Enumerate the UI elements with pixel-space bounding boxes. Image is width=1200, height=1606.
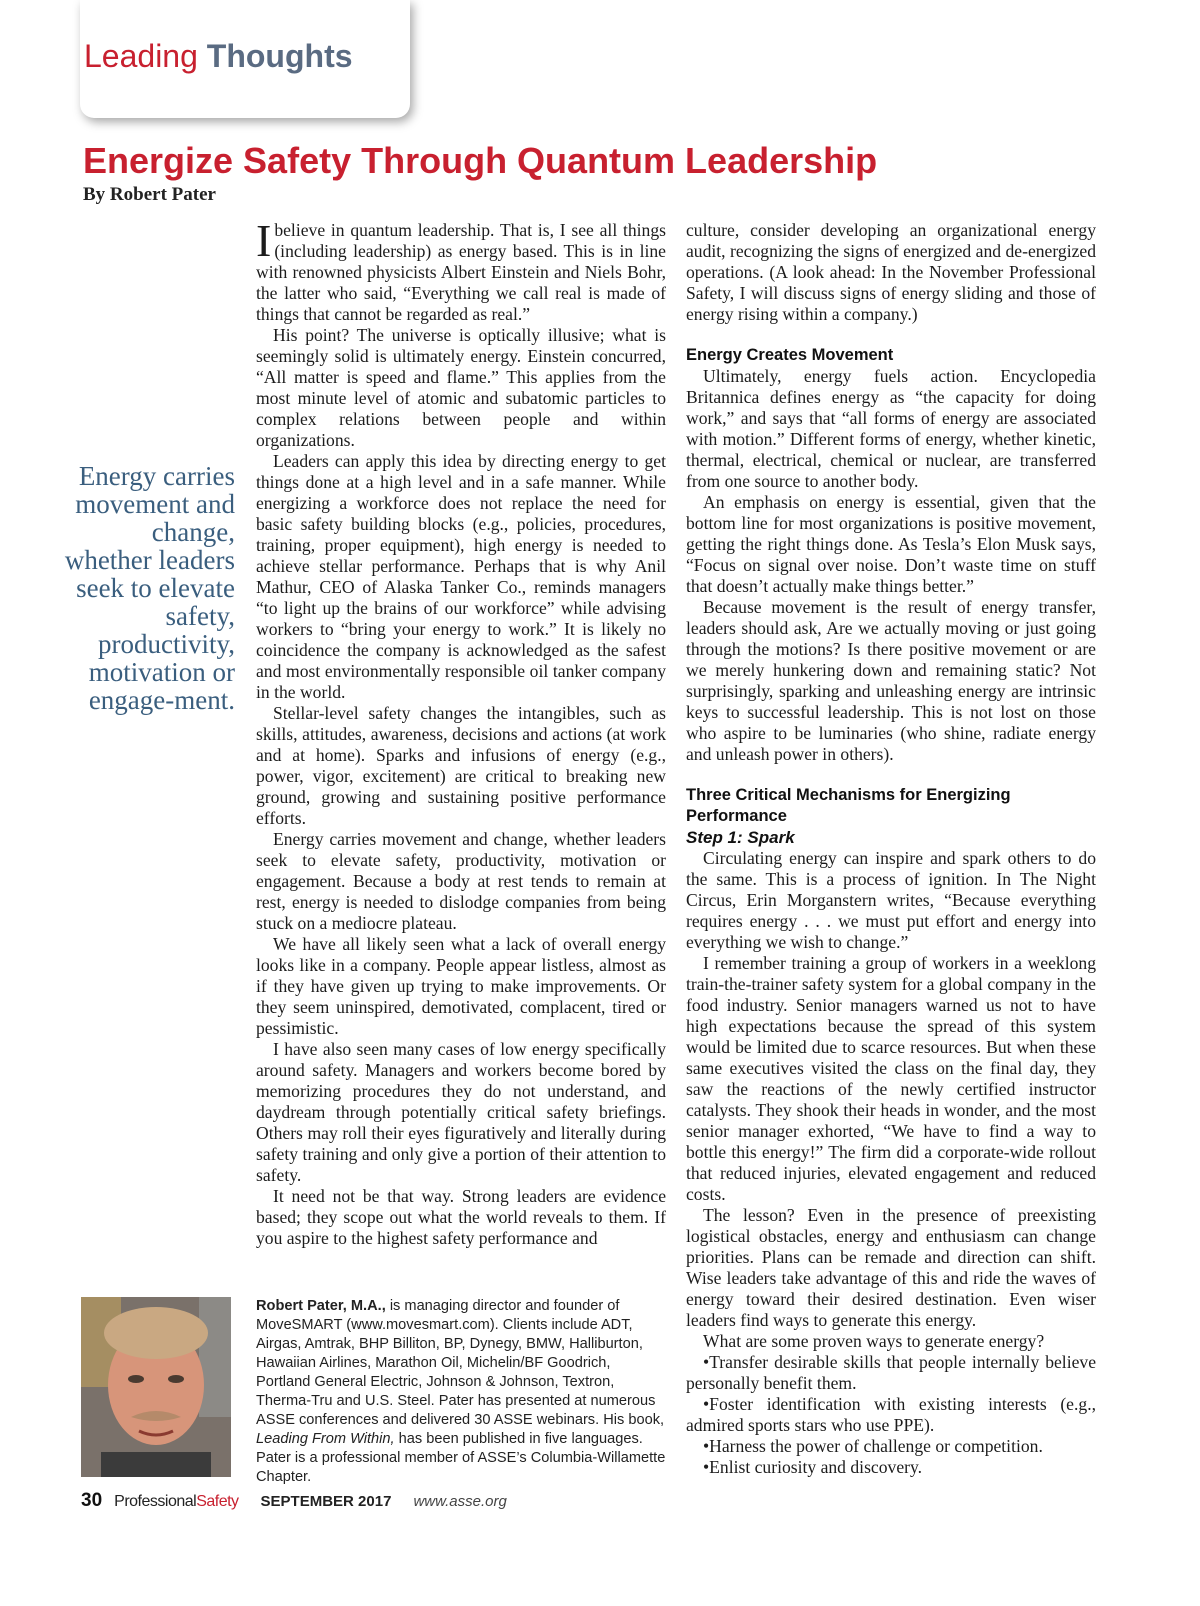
issue-date: SEPTEMBER 2017: [260, 1493, 392, 1510]
paragraph: I remember training a group of workers in a weeklong train-the-trainer safety system for a global company in the food industry. Senior managers warned us not to have high expectations because the spread of this system would be limited due to scarce resources. But when these same executives visited the class on the final day, they saw the reactions of the newly certified instructor catalysts. They shook their heads in wonder, and the most senior manager exhorted, “We have to find a way to bottle this energy!” The firm did a corporate-wide rollout that reduced injuries, elevated engagement and reduced costs.: [686, 953, 1096, 1204]
bullet-item: •Enlist curiosity and discovery.: [703, 1457, 923, 1477]
paragraph: The lesson? Even in the presence of preexisting logistical obstacles, energy and enthusiasm can change priorities. Plans can be remade and direction can shift. Wise leaders take advantage of this and ride the waves of energy toward their desired destination. Even wiser leaders find ways to generate this energy.: [686, 1205, 1096, 1330]
paragraph: Ultimately, energy fuels action. Encyclopedia Britannica defines energy as “the capacity for doing work,” and says that “all forms of energy are associated with motion.” Different forms of energy, whether kinetic, thermal, electrical, chemical or nuclear, are transferred from one source to another body.: [686, 366, 1096, 491]
magazine-name-part2: Safety: [196, 1493, 239, 1510]
bullet-item: •Harness the power of challenge or competition.: [703, 1436, 1043, 1456]
author-photo: [81, 1297, 231, 1477]
author-bio: [256, 1297, 668, 1487]
paragraph: Circulating energy can inspire and spark others to do the same. This is a process of ignition. In The Night Circus, Erin Morganstern writes, “Because everything requires energy . . . we must put effort and energy into everything we wish to change.”: [686, 848, 1096, 952]
section-label-word1: Leading: [84, 38, 198, 74]
paragraph: Leaders can apply this idea by directing energy to get things done at a high level and in a safe manner. While energizing a workforce does not replace the need for basic safety building blocks (e.g., policies, procedures, training, proper equipment), high energy is needed to achieve stellar performance. Perhaps that is why Anil Mathur, CEO of Alaska Tanker Co., reminds managers “to light up the brains of our workforce” while advising workers to “bring your energy to work.” It is likely no coincidence the company is acknowledged as the safest and most environmentally responsible oil tanker company in the world.: [256, 451, 666, 702]
paragraph: An emphasis on energy is essential, given that the bottom line for most organizations is positive movement, getting the right things done. As Tesla’s Elon Musk says, “Focus on signal over noise. Don’t waste time on stuff that doesn’t actually make things better.”: [686, 492, 1096, 596]
paragraph: Stellar-level safety changes the intangibles, such as skills, attitudes, awareness, decisions and actions (at work and at home). Sparks and infusions of energy (e.g., power, vigor, excitement) are critical to breaking new ground, growing and sustaining positive performance efforts.: [256, 703, 666, 828]
bio-book-title: Leading From Within,: [256, 1431, 395, 1447]
article-column-2: [686, 220, 1096, 1478]
section-label: [84, 38, 353, 75]
article-title: Energize Safety Through Quantum Leadership: [83, 140, 878, 181]
magazine-name-part1: Professional: [114, 1493, 197, 1510]
bio-author-name: Robert Pater, M.A.,: [256, 1298, 386, 1314]
paragraph: His point? The universe is optically illusive; what is seemingly solid is ultimately energy. Einstein concurred, “All matter is speed and flame.” This applies from the most minute level of atomic and subatomic particles to complex relations between people and within organizations.: [256, 325, 666, 450]
paragraph: It need not be that way. Strong leaders are evidence based; they scope out what the world reveals to them. If you aspire to the highest safety performance and: [256, 1186, 666, 1248]
paragraph: culture, consider developing an organizational energy audit, recognizing the signs of energized and de-energized operations. (A look ahead: In the November Professional Safety, I will discuss signs of energy sliding and those of energy rising within a company.): [686, 220, 1096, 324]
article-column-1: [256, 215, 666, 1249]
page-number: 30: [81, 1490, 103, 1511]
bio-text: has been published in five languages. Pater is a professional member of ASSE’s Columbia-Willamette Chapter.: [256, 1431, 666, 1485]
pull-quote: Energy carries movement and change, whether leaders seek to elevate safety, productivity, motivation or engage-ment.: [64, 461, 235, 715]
bullet-item: •Transfer desirable skills that people internally believe personally benefit them.: [686, 1352, 1096, 1393]
bio-text: is managing director and founder of MoveSMART (www.movesmart.com). Clients include ADT, Airgas, Amtrak, BHP Billiton, BP, Dynegy, BMW, Halliburton, Hawaiian Airlines, Marathon Oil, Michelin/BF Goodrich, Portland General Electric, Johnson & Johnson, Textron, Therma-Tru and U.S. Steel. Pater has presented at numerous ASSE conferences and delivered 30 ASSE webinars. His book,: [256, 1298, 665, 1428]
subhead-energy-creates-movement: Energy Creates Movement: [686, 346, 894, 364]
website-link[interactable]: www.asse.org: [413, 1493, 507, 1510]
paragraph: Ibelieve in quantum leadership. That is, I see all things (including leadership) as energy based. This is in line with renowned physicists Albert Einstein and Niels Bohr, the latter who said, “Everything we call real is made of things that cannot be regarded as real.”: [256, 215, 666, 324]
bullet-item: •Foster identification with existing interests (e.g., admired sports stars who use PPE).: [686, 1394, 1096, 1435]
drop-cap: I: [256, 215, 272, 266]
subhead-three-mechanisms: Three Critical Mechanisms for Energizing Performance: [686, 786, 1011, 825]
section-label-word2: Thoughts: [206, 38, 353, 74]
paragraph: We have all likely seen what a lack of overall energy looks like in a company. People appear listless, almost as if they have given up trying to make improvements. Or they seem uninspired, demotivated, complacent, tired or pessimistic.: [256, 934, 666, 1038]
paragraph: I have also seen many cases of low energy specifically around safety. Managers and workers become bored by memorizing procedures they do not understand, and daydream through potentially critical safety briefings. Others may roll their eyes figuratively and literally during safety training and only give a portion of their attention to safety.: [256, 1039, 666, 1185]
paragraph: Because movement is the result of energy transfer, leaders should ask, Are we actually moving or just going through the motions? Is there positive movement or are we merely hunkering down and remaining static? Not surprisingly, sparking and unleashing energy are intrinsic keys to successful leadership. This is not lost on those who aspire to be luminaries (who shine, radiate energy and unleash power in others).: [686, 597, 1096, 764]
page-footer: [81, 1490, 507, 1512]
step-heading: Step 1: Spark: [686, 828, 795, 847]
paragraph: Energy carries movement and change, whether leaders seek to elevate safety, productivity, motivation or engagement. Because a body at rest tends to remain at rest, energy is needed to dislodge companies from being stuck on a mediocre plateau.: [256, 829, 666, 933]
article-byline: By Robert Pater: [83, 184, 216, 205]
paragraph: What are some proven ways to generate energy?: [703, 1331, 1045, 1351]
